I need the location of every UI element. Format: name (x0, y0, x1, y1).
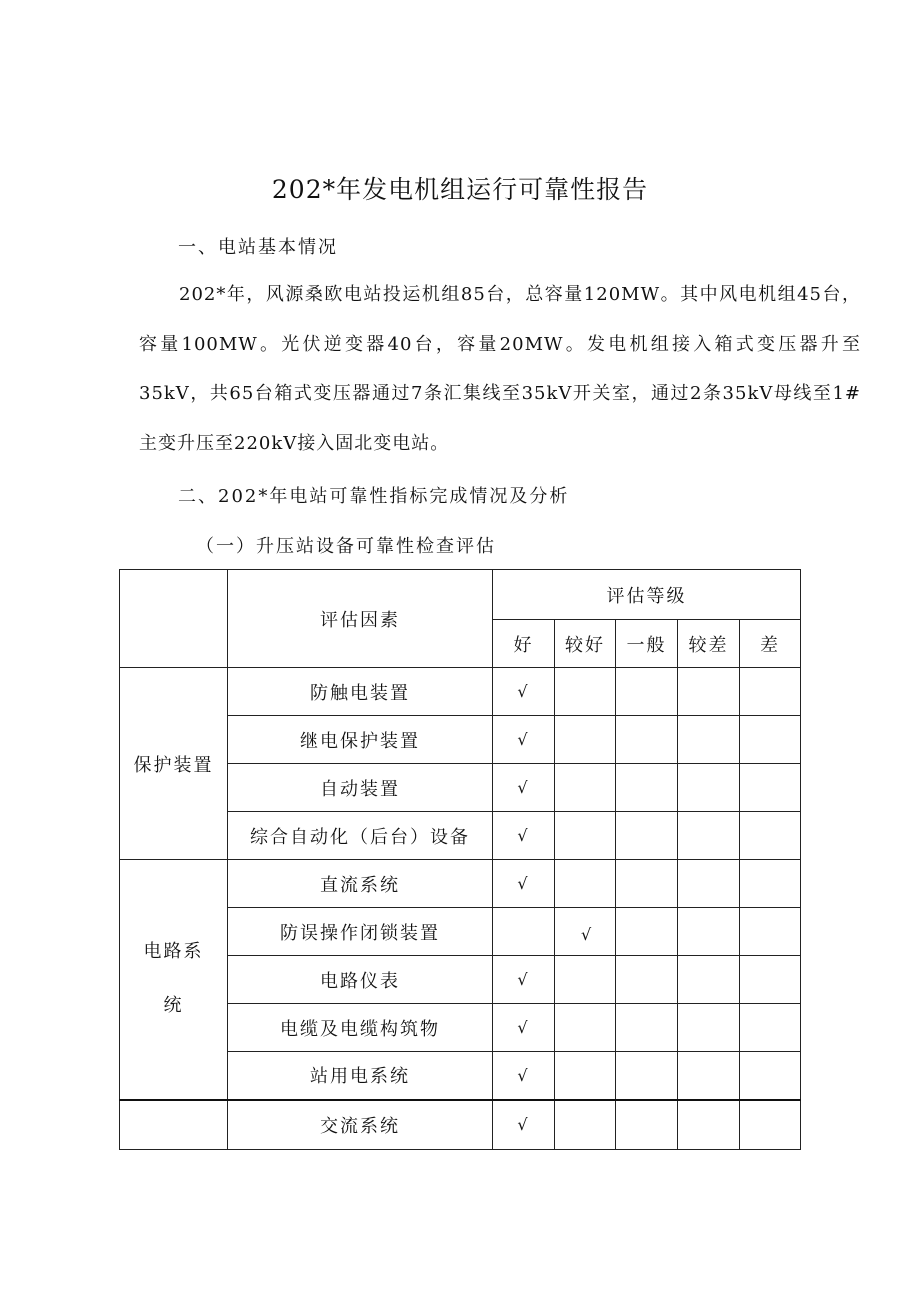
group-label-empty (120, 1100, 228, 1150)
factor-cell: 电缆及电缆构筑物 (228, 1004, 493, 1052)
corner-cell (120, 570, 228, 668)
factor-cell: 自动装置 (228, 764, 493, 812)
report-title: 202*年发电机组运行可靠性报告 (271, 175, 649, 204)
check-mark: √ (555, 908, 616, 956)
table-header-row (120, 570, 801, 620)
grade-label: 较好 (555, 620, 616, 668)
table-row (120, 1100, 801, 1150)
check-mark: √ (493, 764, 555, 812)
section-heading-reliability: 二、202*年电站可靠性指标完成情况及分析 (178, 486, 570, 507)
factor-cell: 防触电装置 (228, 668, 493, 716)
check-mark: √ (493, 812, 555, 860)
check-mark: √ (493, 1100, 555, 1150)
grade-header: 评估等级 (493, 570, 801, 620)
factor-cell: 交流系统 (228, 1100, 493, 1150)
factor-cell: 防误操作闭锁装置 (228, 908, 493, 956)
grade-label: 差 (740, 620, 801, 668)
group-label-circuit-system (120, 860, 228, 1100)
check-mark: √ (493, 716, 555, 764)
check-mark: √ (493, 1052, 555, 1100)
section-heading-basic-info: 一、电站基本情况 (178, 237, 338, 258)
basic-info-paragraph: 202*年，风源桑欧电站投运机组85台，总容量120MW。其中风电机组45台，容量100MW。光伏逆变器40台，容量20MW。发电机组接入箱式变压器升至35kV，共65台箱式变压器通过7条汇集线至35kV开关室，通过2条35kV母线至1#主变升压至220kV接入固北变电站。 (139, 284, 861, 454)
check-mark: √ (493, 668, 555, 716)
subsection-heading-substation: （一）升压站设备可靠性检查评估 (196, 536, 496, 557)
factor-header: 评估因素 (228, 570, 493, 668)
group-label-line: 统 (163, 995, 184, 1017)
check-mark: √ (493, 956, 555, 1004)
check-mark: √ (493, 1004, 555, 1052)
group-label-line: 电路系 (143, 941, 204, 963)
check-mark: √ (493, 860, 555, 908)
grade-label: 较差 (678, 620, 740, 668)
factor-cell: 直流系统 (228, 860, 493, 908)
table-row (120, 668, 801, 716)
factor-cell: 综合自动化（后台）设备 (228, 812, 493, 860)
factor-cell: 站用电系统 (228, 1052, 493, 1100)
evaluation-table (119, 569, 801, 1150)
factor-cell: 继电保护装置 (228, 716, 493, 764)
table-row (120, 860, 801, 908)
grade-label: 一般 (616, 620, 678, 668)
grade-label: 好 (493, 620, 555, 668)
group-label-protection: 保护装置 (120, 668, 228, 860)
factor-cell: 电路仪表 (228, 956, 493, 1004)
